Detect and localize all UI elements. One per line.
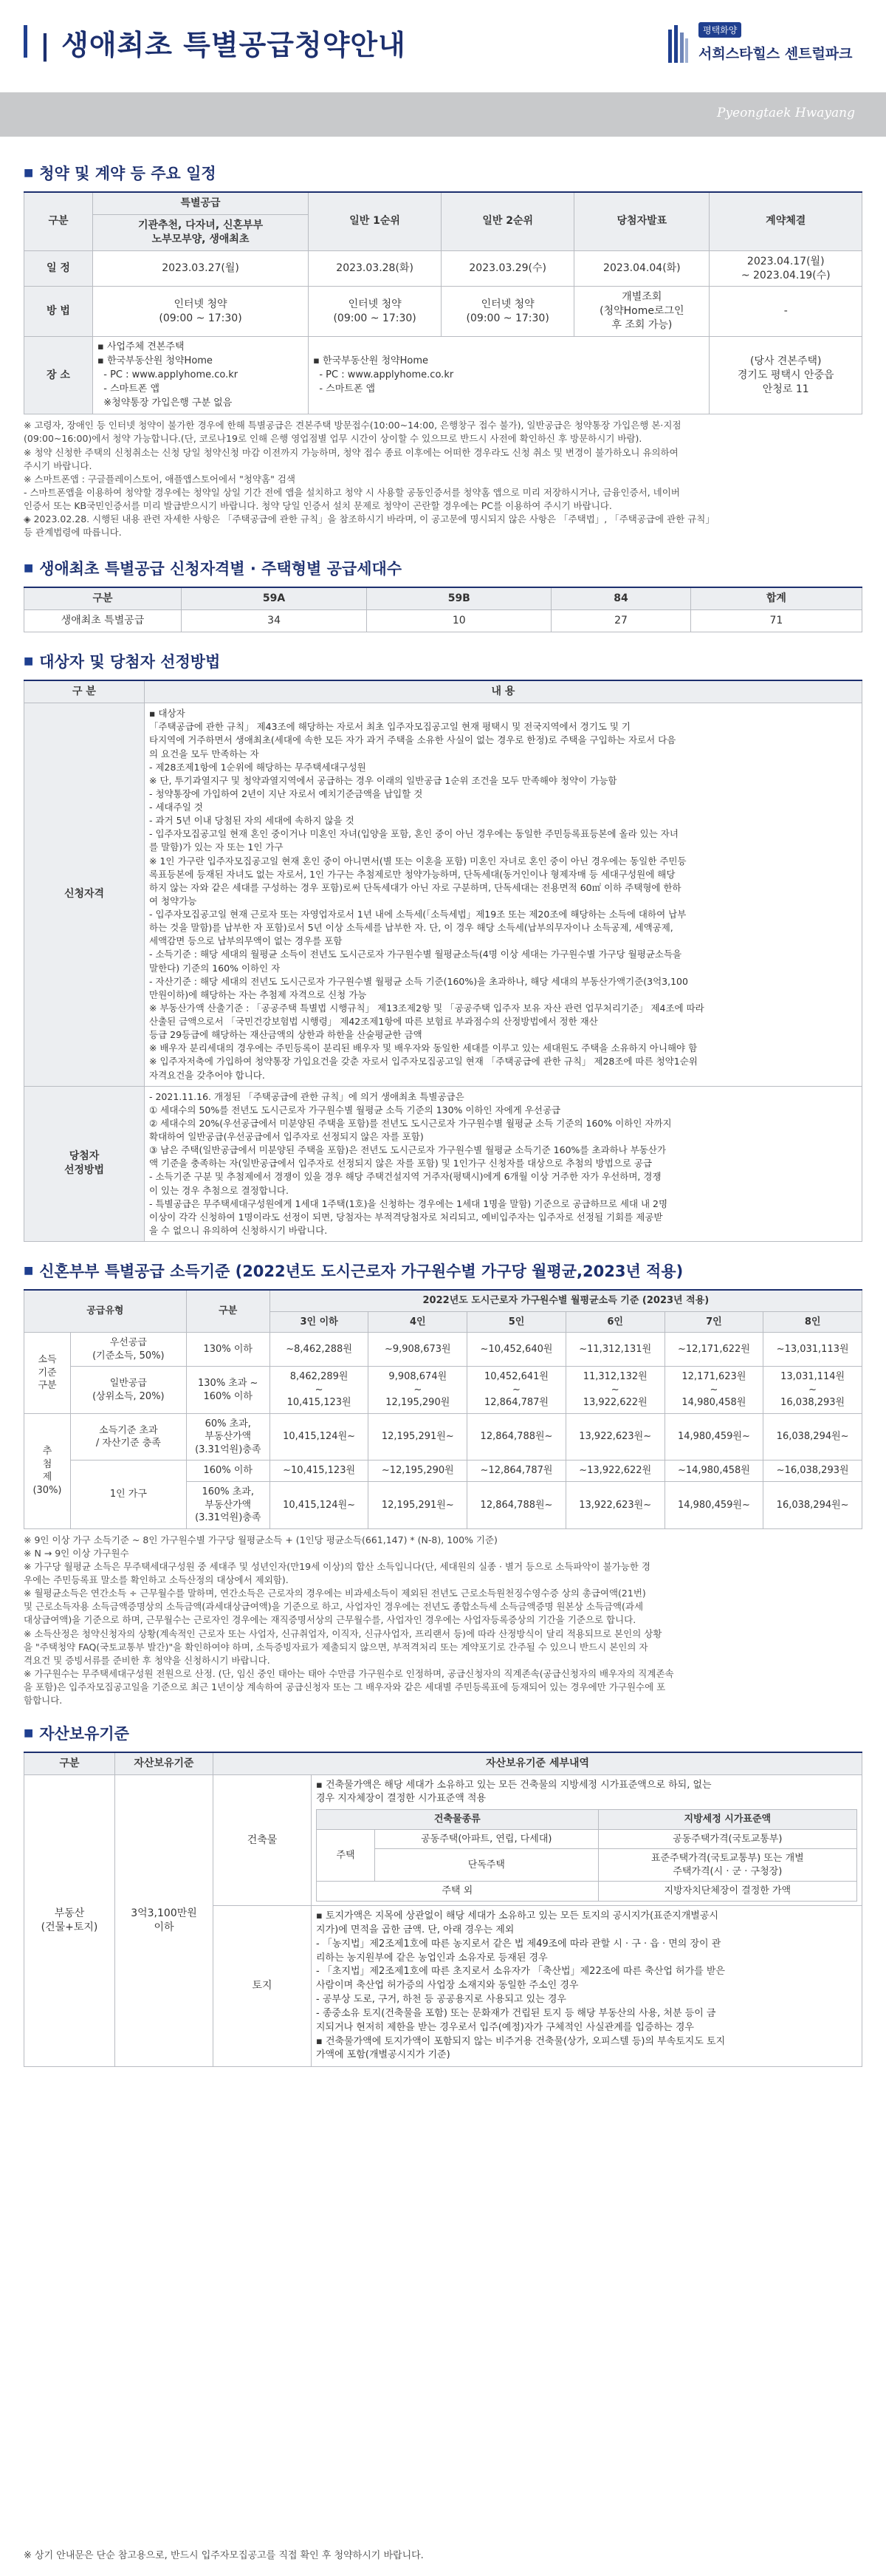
income-title-text: 신혼부부 특별공급 소득기준 (2022년도 도시근로자 가구원수별 가구당 월평균,2023년 적용)	[39, 1263, 684, 1281]
list-item: 을 수 없으니 유의하여 신청하시기 바랍니다.	[149, 1224, 328, 1236]
inc-cell: 12,864,788원~	[467, 1413, 566, 1460]
list-item: ※청약통장 가입은행 구분 없음	[97, 397, 233, 409]
title-accent-bar	[24, 25, 27, 58]
logo-badge: 평택화양	[698, 22, 741, 38]
inc-cell: 12,195,291원~	[368, 1482, 467, 1529]
note-line: ◈ 2023.02.28. 시행된 내용 관련 자세한 사항은 「주택공급에 관한 규칙」을 참조하시기 바라며, 이 공고문에 명시되지 않은 사항은 「주택법」, 「주택공급에 관한 규칙」	[24, 513, 715, 525]
method-special: 인터넷 청약 (09:00 ~ 17:30)	[93, 287, 309, 337]
list-item: - 소득기준 : 해당 세대의 월평균 소득이 전년도 도시근로자 가구원수별 월평균소득(4명 이상 세대는 가구원수별 가구당 월평균소득을	[149, 949, 682, 960]
list-item: ※ N → 9인 이상 가구원수	[24, 1547, 129, 1559]
units-value: 10	[367, 610, 552, 632]
list-item: ※ 가구원수는 무주택세대구성원 전원으로 산정. (단, 임신 중인 태아는 태아 수만큼 가구원수로 인정하며, 공급신청자의 직계존속(공급신청자의 배우자의 직계존속	[24, 1667, 674, 1679]
list-item: 하는 것을 말함)를 납부한 자 포함)로서 5년 이상 소득세를 납부한 자. 단, 이 경우 해당 소득세(납부의무자이나 소득공제, 세액공제,	[149, 922, 673, 934]
list-item: ※ 단, 투기과열지구 및 청약과열지역에서 공급하는 경우 이래의 일반공급 1순위 조건을 모두 만족해야 청약이 가능함	[149, 774, 617, 786]
inc-lottery-gubun: 60% 초과, 부동산가액 (3.31억원)충족	[186, 1413, 269, 1460]
inc-general-gubun: 130% 초과 ~ 160% 이하	[186, 1367, 269, 1414]
inc-cell: 16,038,294원~	[763, 1413, 862, 1460]
list-item: - 종중소유 토지(건축물을 포함) 또는 문화재가 건립된 토지 등 해당 부동산의 사용, 처분 등이 금	[316, 2007, 716, 2019]
inc-priority-gubun: 130% 이하	[186, 1333, 269, 1367]
inc-cell: ~13,031,113원	[763, 1333, 862, 1367]
list-item: 리하는 농지원부에 같은 농업인과 소유자로 등재된 경우	[316, 1952, 548, 1964]
inc-cell: 13,031,114원 ~ 16,038,293원	[763, 1367, 862, 1414]
inc-cell: 10,415,124원~	[269, 1413, 368, 1460]
list-item: 이 있는 경우 추첨으로 결정합니다.	[149, 1184, 289, 1196]
inner-cell: 공동주택가격(국토교통부)	[598, 1829, 856, 1849]
assets-table	[24, 1752, 862, 2067]
th-special: 특별공급	[93, 192, 309, 214]
note-line: ※ 청약 신청한 주택의 신청취소는 신청 당일 청약신청 마감 이전까지 가능하며, 청약 접수 종료 이후에는 어떠한 경우라도 신청 취소 및 변경이 불가하오니 유의하여	[24, 446, 679, 458]
list-item: - 세대주일 것	[149, 802, 203, 813]
header-banner	[0, 92, 886, 137]
note-line: 등 관계법령에 따릅니다.	[24, 527, 122, 539]
list-item: ① 세대수의 50%를 전년도 도시근로자 가구원수별 월평균 소득 기준의 130% 이하인 자에게 우선공급	[149, 1104, 561, 1116]
eligibility-title-text: 대상자 및 당첨자 선정방법	[39, 653, 221, 672]
list-item: 대상급여액)을 기준으로 하며, 근무월수는 근로자인 경우에는 재직증명서상의 근무월수를, 사업자인 경우에는 사업자등록증상의 기간을 기준으로 합니다.	[24, 1614, 636, 1626]
list-item: - 입주자모집공고일 현재 혼인 중이거나 미혼인 자녀(입양을 포함, 혼인 중이 아닌 경우에는 동일한 주민등록표등본에 올라 있는 자녀	[149, 828, 679, 840]
list-item: - 자산기준 : 해당 세대의 전년도 도시근로자 가구원수별 월평균 소득 기준(160%)을 초과하나, 해당 세대의 부동산가액기준(3억3,100	[149, 975, 688, 987]
units-value: 27	[552, 610, 690, 632]
list-item: 및 근로소득자용 소득금액증명상의 소득금액(과세대상급여액)을 기준으로 하고, 사업자인 경우에는 전년도 종합소득세 소득금액증명 원본상 소득금액(과세	[24, 1601, 644, 1613]
units-table	[24, 587, 862, 632]
eligibility-table	[24, 680, 862, 1242]
inc-single-gubun2: 160% 초과, 부동산가액 (3.31억원)충족	[186, 1482, 269, 1529]
schedule-section-title	[24, 162, 862, 184]
list-item: 여 청약가능	[149, 895, 197, 906]
elig-row2-content	[145, 1086, 862, 1241]
inc-cell: 9,908,674원 ~ 12,195,290원	[368, 1367, 467, 1414]
list-item: 가액에 포함(개별공시지가 기준)	[316, 2049, 450, 2061]
list-item: 을 포함)은 입주자모집공고일을 기준으로 최근 1년이상 계속하여 공급신청자 또는 그 배우자와 같은 세대별 주민등록표에 등재되어 있는 경우에만 가구원수에 포	[24, 1681, 666, 1693]
inner-housing-label: 주택	[317, 1829, 375, 1882]
method-announce: 개별조회 (청약Home로그인 후 조회 가능)	[574, 287, 710, 337]
place-special	[93, 337, 309, 414]
list-item: 확대하여 일반공급(우선공급에서 입주자로 선정되지 않은 자를 포함)	[149, 1131, 424, 1143]
inc-th-header: 2022년도 도시근로자 가구원수별 월평균소득 기준 (2023년 적용)	[269, 1290, 862, 1311]
inc-cell: ~16,038,293원	[763, 1460, 862, 1482]
th-first: 일반 1순위	[309, 192, 442, 250]
list-item: - 제28조제1항에 1순위에 해당하는 무주택세대구성원	[149, 761, 366, 773]
schedule-table	[24, 191, 862, 414]
square-bullet-icon: ■	[24, 1727, 34, 1740]
note-line: ※ 스마트폰앱 : 구글플레이스토어, 애플앱스토어에서 "청약홈" 검색	[24, 473, 295, 485]
assets-title-text: 자산보유기준	[39, 1725, 129, 1743]
list-item: ※ 소득산정은 청약신청자의 상황(계속적인 근로자 또는 사업자, 신규취업자, 이직자, 신규사업자, 프리랜서 등)에 따라 산정방식이 달리 적용되므로 본인의 상황	[24, 1627, 662, 1639]
date-announce: 2023.04.04(화)	[574, 250, 710, 287]
list-item: ※ 배우자 분리세대의 경우에는 주민등록이 분리된 배우자 및 배우자와 동일한 세대를 이루고 있는 세대원도 주택을 소유하지 아니해야 함	[149, 1042, 698, 1054]
income-section-title	[24, 1260, 862, 1282]
list-item: ※ 1인 가구란 입주자모집공고일 현재 혼인 중이 아니면서(별 또는 이혼을 포함) 미혼인 자녀로 혼인 중이 아닌 경우에는 동일한 주민등	[149, 855, 687, 867]
place-general-list	[313, 355, 704, 397]
list-item: 의 요건을 모두 만족하는 자	[149, 748, 259, 759]
list-item: 하지 않는 자와 같은 세대를 구성하는 경우 포함)로써 단독세대가 아닌 자로 구분하며, 단독세대는 전용면적 60㎡ 이하 주택형에 한하	[149, 881, 681, 893]
inc-cell: 10,415,124원~	[269, 1482, 368, 1529]
method-first: 인터넷 청약 (09:00 ~ 17:30)	[309, 287, 442, 337]
th-second: 일반 2순위	[442, 192, 574, 250]
inc-single-label: 1인 가구	[71, 1460, 187, 1528]
list-item: 이상이 각각 신청하여 1명이라도 선정이 되면, 당첨자는 부적격당첨자로 처리되고, 예비입주자는 입주자로 선정될 기회를 제공받	[149, 1211, 663, 1223]
list-item: 지가)에 면적을 곱한 금액. 단, 아래 경우는 제외	[316, 1924, 515, 1936]
list-item: - 「농지법」제2조제1호에 따른 농지로서 같은 법 제49조에 따라 관할 시 · 구 · 읍 · 면의 장이 관	[316, 1938, 721, 1950]
list-item: - 특별공급은 무주택세대구성원에게 1세대 1주택(1호)을 신청하는 경우에는 1세대 1명을 말함) 기준으로 공급하므로 세대 내 2명	[149, 1198, 668, 1209]
logo-icon	[667, 22, 689, 66]
list-item: 사람이며 축산업 허가증의 사업장 소재지와 동일한 주소인 경우	[316, 1980, 579, 1992]
list-item: - 「초지법」제2조제1호에 따른 초지로서 소유자가 「축산법」제22조에 따른 축산업 허가를 받은	[316, 1966, 725, 1978]
page-title: | 생애최초 특별공급청약안내	[40, 29, 406, 61]
list-item: ▪ 토지가액은 지목에 상관없이 해당 세대가 소유하고 있는 모든 토지의 공시지가(표준지개별공시	[316, 1910, 718, 1922]
page-header	[0, 0, 886, 137]
inc-cell: 12,195,291원~	[368, 1413, 467, 1460]
units-th-type: 59B	[367, 587, 552, 609]
elig-row1-label: 신청자격	[24, 703, 145, 1087]
inner-th-kind: 건축물종류	[317, 1810, 599, 1830]
inc-cell: ~12,171,622원	[664, 1333, 763, 1367]
method-contract: -	[710, 287, 862, 337]
units-value: 34	[182, 610, 367, 632]
list-item: ▪ 한국부동산원 청약Home	[313, 355, 428, 366]
list-item: - PC : www.applyhome.co.kr	[313, 369, 454, 380]
list-item: ※ 9인 이상 가구 소득기준 ~ 8인 가구원수별 가구당 월평균소득 + (1인당 평균소득(661,147) * (N-8), 100% 기준)	[24, 1534, 498, 1545]
elig-row1-list	[149, 707, 857, 1082]
list-item: 타지역에 거주하면서 생애최초(세대에 속한 모든 자가 과거 주택을 소유한 사실이 없는 경우로 한정)로 주택을 구입하는 자로서 다음	[149, 734, 676, 746]
land-list	[316, 1910, 857, 2063]
inc-single-gubun1: 160% 이하	[186, 1460, 269, 1482]
place-contract: (당사 견본주택) 경기도 평택시 안중읍 안청로 11	[710, 337, 862, 414]
list-item: 액 기준을 충족하는 자(일반공급에서 입주자로 선정되지 않은 자를 포함) 및 1인가구 신청자를 대상으로 추첨의 방법으로 공급	[149, 1158, 653, 1169]
th-gubun: 구분	[24, 192, 93, 250]
note-line: - 스마트폰앱을 이용하여 청약할 경우에는 청약일 상일 기간 전에 앱을 설치하고 청약 시 사용할 공동인증서를 청약홈 앱으로 미리 저장하시거나, 금융인증서, 네이버	[24, 486, 680, 498]
inc-cell: 14,980,459원~	[664, 1413, 763, 1460]
elig-th-content: 내 용	[145, 680, 862, 703]
note-line: (09:00~16:00)에서 청약 가능합니다.(단, 코로나19로 인해 은행 영업점별 업무 시간이 상이할 수 있으므로 반드시 사전에 확인하신 후 방문하시기 바람).	[24, 433, 642, 445]
elig-row2-label: 당첨자 선정방법	[24, 1086, 145, 1241]
square-bullet-icon: ■	[24, 655, 34, 668]
assets-th-gubun: 구분	[24, 1752, 115, 1774]
th-special-sub: 기관추천, 다자녀, 신혼부부 노부모부양, 생애최초	[93, 214, 309, 250]
list-item: ② 세대수의 20%(우선공급에서 미분양된 주택을 포함)를 전년도 도시근로자 가구원수별 월평균 소득 기준의 160% 이하인 자까지	[149, 1117, 672, 1129]
list-item: 록표등본에 등재된 자녀도 없는 자로서, 1인 가구는 추첨제로만 청약가능하며, 단독세대(동거인이나 형제자매 등 세대구성원에 해당	[149, 868, 676, 880]
units-th-type: 84	[552, 587, 690, 609]
note-line: 인증서 또는 KB국민인증서를 미리 발급받으시기 바랍니다. 청약 당일 인증서 설치 문제로 청약이 곤란할 경우에는 PC를 이용하여 주시기 바랍니다.	[24, 500, 612, 512]
inc-th-size: 5인	[467, 1311, 566, 1333]
inc-general-label: 일반공급 (상위소득, 20%)	[71, 1367, 187, 1414]
elig-th-gubun: 구 분	[24, 680, 145, 703]
inner-cell: 표준주택가격(국토교통부) 또는 개별 주택가격(시 · 군 · 구청장)	[598, 1849, 856, 1882]
inc-cell: 10,452,641원 ~ 12,864,787원	[467, 1367, 566, 1414]
logo-name: 서희스타힐스 센트럴파크	[698, 46, 853, 62]
list-item: - 공부상 도로, 구거, 하천 등 공공용지로 사용되고 있는 경우	[316, 1994, 566, 2006]
assets-building-label: 건축물	[213, 1775, 312, 1906]
units-th-total: 합계	[690, 587, 862, 609]
list-item: 자격요건을 갖추어야 합니다.	[149, 1069, 265, 1081]
date-special: 2023.03.27(월)	[93, 250, 309, 287]
list-item: ※ 가구당 월평균 소득은 무주택세대구성원 중 세대주 및 성년인자(만19세 이상)의 합산 소득입니다(단, 세대원의 실종 · 별거 등으로 소득파악이 불가능한 경	[24, 1560, 650, 1572]
inner-cell: 주택 외	[317, 1882, 599, 1902]
inc-cell: ~10,415,123원	[269, 1460, 368, 1482]
inc-cell: 13,922,623원~	[566, 1413, 664, 1460]
units-th-gubun: 구분	[24, 587, 182, 609]
inc-group2-label: 추 첨 제 (30%)	[24, 1413, 71, 1528]
inc-cell: 13,922,623원~	[566, 1482, 664, 1529]
inc-cell: 12,864,788원~	[467, 1482, 566, 1529]
row-place-label: 장 소	[24, 337, 93, 414]
list-item: ▪ 한국부동산원 청약Home	[97, 355, 213, 366]
date-contract: 2023.04.17(월) ~ 2023.04.19(수)	[710, 250, 862, 287]
assets-section-title	[24, 1722, 862, 1744]
list-item: 을 "주택청약 FAQ(국토교통부 발간)"을 확인하여야 하며, 소득증빙자료가 제출되지 않으면, 부적격처리 또는 계약포기로 간주될 수 있으니 반드시 본인의 자	[24, 1641, 648, 1653]
assets-building-detail	[312, 1775, 862, 1906]
inc-th-size: 6인	[566, 1311, 664, 1333]
inc-th-size: 3인 이하	[269, 1311, 368, 1333]
assets-th-criteria: 자산보유기준	[115, 1752, 213, 1774]
list-item: 「주택공급에 관한 규칙」 제43조에 해당하는 자로서 최초 입주자모집공고일 현재 평택시 및 전국지역에서 경기도 및 기	[149, 721, 631, 733]
list-item: 세액감면 등으로 납부의무액이 없는 경우를 포함	[149, 935, 343, 947]
list-item: 만원이하)에 해당하는 자는 추첨제 자격으로 신청 가능	[149, 988, 367, 1000]
list-item: ※ 입주자저축에 가입하여 청약통장 가입요건을 갖춘 자로서 입주자모집공고일 현재 「주택공급에 관한 규칙」 제28조에 따른 청약1순위	[149, 1056, 698, 1067]
schedule-notes	[24, 419, 862, 539]
list-item: 지되거나 현저히 제한을 받는 경우로서 입주(예정)자가 구체적인 사실관계를 입증하는 경우	[316, 2021, 694, 2033]
units-total-value: 71	[690, 610, 862, 632]
assets-inner-table	[316, 1809, 857, 1902]
eligibility-section-title	[24, 650, 862, 672]
place-special-list	[97, 341, 303, 410]
inc-th-type: 공급유형	[24, 1290, 187, 1333]
inc-cell: ~13,922,622원	[566, 1460, 664, 1482]
income-table	[24, 1289, 862, 1529]
square-bullet-icon: ■	[24, 562, 34, 575]
inc-cell: 11,312,132원 ~ 13,922,622원	[566, 1367, 664, 1414]
inc-cell: 14,980,459원~	[664, 1482, 763, 1529]
note-line: 주시기 바랍니다.	[24, 459, 92, 471]
list-item: - 소득기준 구분 및 추첨제에서 경쟁이 있을 경우 해당 주택건설지역 거주자(평택시)에게 6개월 이상 거주한 자가 우선하며, 경쟁	[149, 1171, 662, 1183]
list-item: 함합니다.	[24, 1695, 63, 1706]
banner-text: Pyeongtaek Hwayang	[717, 106, 855, 120]
method-second: 인터넷 청약 (09:00 ~ 17:30)	[442, 287, 574, 337]
inner-cell: 공동주택(아파트, 연립, 다세대)	[375, 1829, 599, 1849]
list-item: ▪ 사업주체 견본주택	[97, 341, 185, 353]
assets-land-detail	[312, 1906, 862, 2067]
list-item: ※ 부동산가액 산출기준 : 「공공주택 특별법 시행규칙」 제13조제2항 및 「공공주택 입주자 보유 자산 관련 업무처리기준」 제4조에 따라	[149, 1002, 704, 1014]
units-title-text: 생애최초 특별공급 신청자격별 · 주택형별 공급세대수	[39, 560, 402, 578]
inc-lottery-label: 소득기준 초과 / 자산기준 충족	[71, 1413, 187, 1460]
units-section-title	[24, 557, 862, 579]
list-item: - 청약통장에 가입하여 2년이 지난 자로서 예치기준금액을 납입할 것	[149, 788, 423, 799]
inner-cell: 지방자치단체장이 결정한 가액	[598, 1882, 856, 1902]
inc-th-size: 4인	[368, 1311, 467, 1333]
date-second: 2023.03.29(수)	[442, 250, 574, 287]
inc-cell: 8,462,289원 ~ 10,415,123원	[269, 1367, 368, 1414]
list-item: - PC : www.applyhome.co.kr	[97, 369, 238, 380]
inc-th-size: 8인	[763, 1311, 862, 1333]
list-item: ▪ 건축물가액에 토지가액이 포함되지 않는 비주거용 건축물(상가, 오피스텔 등)의 부속토지도 토지	[316, 2035, 726, 2047]
list-item: 격요건 및 증빙서류를 준비한 후 청약을 신청하시기 바랍니다.	[24, 1654, 270, 1666]
inc-cell: ~14,980,458원	[664, 1460, 763, 1482]
income-notes	[24, 1534, 862, 1708]
inc-cell: ~12,195,290원	[368, 1460, 467, 1482]
inner-cell: 단독주택	[375, 1849, 599, 1882]
elig-row1-content	[145, 703, 862, 1087]
list-item: - 2021.11.16. 개정된 「주택공급에 관한 규칙」에 의거 생애최초 특별공급은	[149, 1090, 464, 1102]
inc-cell: 12,171,623원 ~ 14,980,458원	[664, 1367, 763, 1414]
list-item: - 스마트폰 앱	[97, 383, 160, 394]
inc-cell: 16,038,294원~	[763, 1482, 862, 1529]
square-bullet-icon: ■	[24, 167, 34, 179]
list-item: 를 말함)가 있는 자 또는 1인 가구	[149, 841, 284, 853]
date-first: 2023.03.28(화)	[309, 250, 442, 287]
inc-cell: ~12,864,787원	[467, 1460, 566, 1482]
inc-th-gubun: 구분	[186, 1290, 269, 1333]
inc-cell: ~11,312,131원	[566, 1333, 664, 1367]
footer-note: ※ 상기 안내문은 단순 참고용으로, 반드시 입주자모집공고를 직접 확인 후 청약하시기 바랍니다.	[24, 2550, 424, 2561]
units-th-type: 59A	[182, 587, 367, 609]
list-item: 말한다) 기준의 160% 이하인 자	[149, 962, 281, 974]
list-item: - 입주자모집공고일 현재 근로자 또는 자영업자로서 1년 내에 소득세(「소득세법」제19조 또는 제20조에 해당하는 소득에 대하여 납부	[149, 909, 687, 920]
square-bullet-icon: ■	[24, 1265, 34, 1277]
list-item: ※ 월평균소득은 연간소득 ÷ 근무월수를 말하며, 연간소득은 근로자의 경우에는 비과세소득이 제외된 전년도 근로소득원천징수영수증 상의 총급여액(21번)	[24, 1588, 646, 1599]
elig-row2-list	[149, 1090, 857, 1237]
content	[24, 151, 862, 2067]
list-item: ▪ 대상자	[149, 708, 185, 720]
row-date-label: 일 정	[24, 250, 93, 287]
list-item: ③ 남은 주택(일반공급에서 미분양된 주택을 포함)은 전년도 도시근로자 가구원수별 월평균 소득기준 160%를 초과하나 부동산가	[149, 1144, 667, 1156]
th-announce: 당첨자발표	[574, 192, 710, 250]
inc-cell: ~9,908,673원	[368, 1333, 467, 1367]
units-row-label: 생애최초 특별공급	[24, 610, 182, 632]
th-contract: 계약체결	[710, 192, 862, 250]
list-item: 산출된 금액으로서 「국민건강보험법 시행령」 제42조제1항에 따른 보험료 부과점수의 산정방법에서 정한 재산	[149, 1016, 598, 1028]
list-item: 우에는 주민등록표 말소를 확인하고 소득산정의 대상에서 제외함).	[24, 1574, 289, 1586]
list-item: - 과거 5년 이내 당첨된 자의 세대에 속하지 않을 것	[149, 815, 354, 827]
inner-th-price: 지방세정 시가표준액	[598, 1810, 856, 1830]
list-item: 등급 29등급에 해당하는 재산금액의 상한과 하한을 산술평균한 금액	[149, 1029, 422, 1041]
place-general	[309, 337, 710, 414]
schedule-title-text: 청약 및 계약 등 주요 일정	[39, 165, 216, 182]
inc-group1-label: 소득 기준 구분	[24, 1333, 71, 1414]
inc-priority-label: 우선공급 (기준소득, 50%)	[71, 1333, 187, 1367]
row-method-label: 방 법	[24, 287, 93, 337]
assets-building-intro: ▪ 건축물가액은 해당 세대가 소유하고 있는 모든 건축물의 지방세정 시가표준액으로 하되, 없는 경우 지자체장이 결정한 시가표준액 적용	[316, 1780, 712, 1804]
inc-th-size: 7인	[664, 1311, 763, 1333]
inc-cell: ~8,462,288원	[269, 1333, 368, 1367]
assets-row-label: 부동산 (건물+토지)	[24, 1775, 115, 2067]
list-item: - 스마트폰 앱	[313, 383, 376, 394]
inc-cell: ~10,452,640원	[467, 1333, 566, 1367]
assets-th-detail: 자산보유기준 세부내역	[213, 1752, 862, 1774]
assets-row-value: 3억3,100만원 이하	[115, 1775, 213, 2067]
note-line: ※ 고령자, 장애인 등 인터넷 청약이 불가한 경우에 한해 특별공급은 견본주택 방문접수(10:00~14:00, 은행창구 접수 불가), 일반공급은 청약통장 가입은행 본·지점	[24, 420, 681, 431]
assets-land-label: 토지	[213, 1906, 312, 2067]
